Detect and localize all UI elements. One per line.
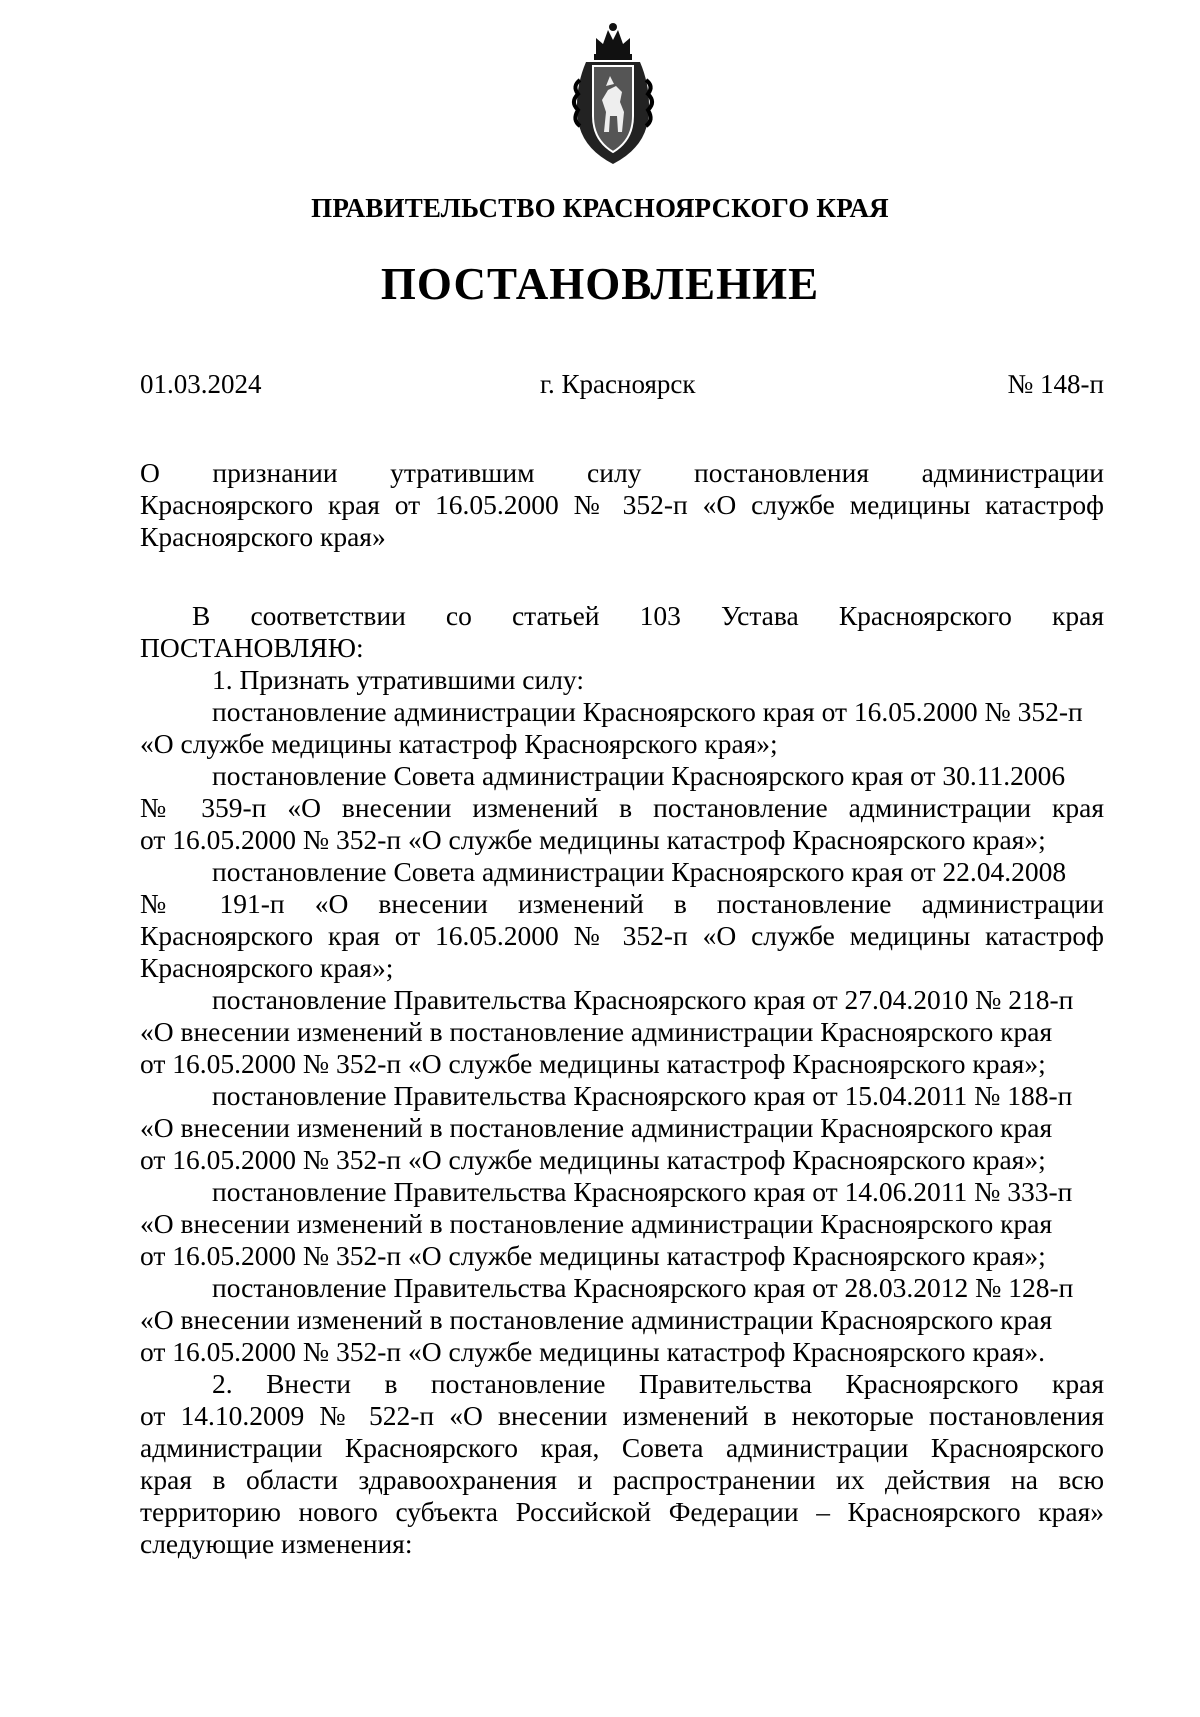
body-line: следующие изменения: xyxy=(140,1528,413,1559)
body-line: 2. Внести в постановление Правительства Красноярского края xyxy=(212,1368,1104,1399)
body-line: от 14.10.2009 № 522-п «О внесении изменений в некоторые постановления xyxy=(140,1400,1104,1431)
coat-of-arms-icon xyxy=(566,20,660,170)
body-line: территорию нового субъекта Российской Федерации – Красноярского края» xyxy=(140,1496,1104,1527)
document-number: № 148-п xyxy=(1007,369,1104,399)
body-line: от 16.05.2000 № 352-п «О службе медицины катастроф Красноярского края»; xyxy=(140,824,1046,855)
title-line: Красноярского края» xyxy=(140,521,386,552)
body-line: ПОСТАНОВЛЯЮ: xyxy=(140,632,364,663)
body-line: № 359-п «О внесении изменений в постановление администрации края xyxy=(140,792,1104,823)
title-line: О признании утратившим силу постановления администрации xyxy=(140,457,1104,488)
document-date: 01.03.2024 xyxy=(140,369,262,399)
body-line: «О внесении изменений в постановление администрации Красноярского края xyxy=(140,1112,1053,1143)
body-line: Красноярского края»; xyxy=(140,952,394,983)
organization-name: ПРАВИТЕЛЬСТВО КРАСНОЯРСКОГО КРАЯ xyxy=(311,193,889,223)
body-line: постановление Правительства Красноярского края от 28.03.2012 № 128-п xyxy=(212,1272,1074,1303)
body-line: Красноярского края от 16.05.2000 № 352-п «О службе медицины катастроф xyxy=(140,920,1104,951)
body-line: «О внесении изменений в постановление администрации Красноярского края xyxy=(140,1016,1053,1047)
body-line: «О внесении изменений в постановление администрации Красноярского края xyxy=(140,1304,1053,1335)
body-line: постановление Совета администрации Красноярского края от 22.04.2008 xyxy=(212,856,1067,887)
document-city: г. Красноярск xyxy=(540,369,696,399)
body-line: В соответствии со статьей 103 Устава Красноярского края xyxy=(192,600,1104,631)
body-line: от 16.05.2000 № 352-п «О службе медицины катастроф Красноярского края»; xyxy=(140,1144,1046,1175)
body-line: постановление Совета администрации Красноярского края от 30.11.2006 xyxy=(212,760,1066,791)
title-line: Красноярского края от 16.05.2000 № 352-п «О службе медицины катастроф xyxy=(140,489,1104,520)
body-line: от 16.05.2000 № 352-п «О службе медицины катастроф Красноярского края»; xyxy=(140,1240,1046,1271)
body-line: края в области здравоохранения и распространении их действия на всю xyxy=(140,1464,1104,1495)
body-line: администрации Красноярского края, Совета администрации Красноярского xyxy=(140,1432,1104,1463)
body-line: № 191-п «О внесении изменений в постановление администрации xyxy=(140,888,1104,919)
body-line: постановление Правительства Красноярского края от 15.04.2011 № 188-п xyxy=(212,1080,1073,1111)
body-line: постановление администрации Красноярского края от 16.05.2000 № 352-п xyxy=(212,696,1083,727)
body-line: постановление Правительства Красноярского края от 27.04.2010 № 218-п xyxy=(212,984,1074,1015)
document-type: ПОСТАНОВЛЕНИЕ xyxy=(380,259,820,309)
body-line: «О службе медицины катастроф Красноярского края»; xyxy=(140,728,778,759)
body-line: от 16.05.2000 № 352-п «О службе медицины катастроф Красноярского края». xyxy=(140,1336,1045,1367)
body-line: «О внесении изменений в постановление администрации Красноярского края xyxy=(140,1208,1053,1239)
body-line: от 16.05.2000 № 352-п «О службе медицины катастроф Красноярского края»; xyxy=(140,1048,1046,1079)
body-line: постановление Правительства Красноярского края от 14.06.2011 № 333-п xyxy=(212,1176,1073,1207)
body-line: 1. Признать утратившими силу: xyxy=(212,664,584,695)
